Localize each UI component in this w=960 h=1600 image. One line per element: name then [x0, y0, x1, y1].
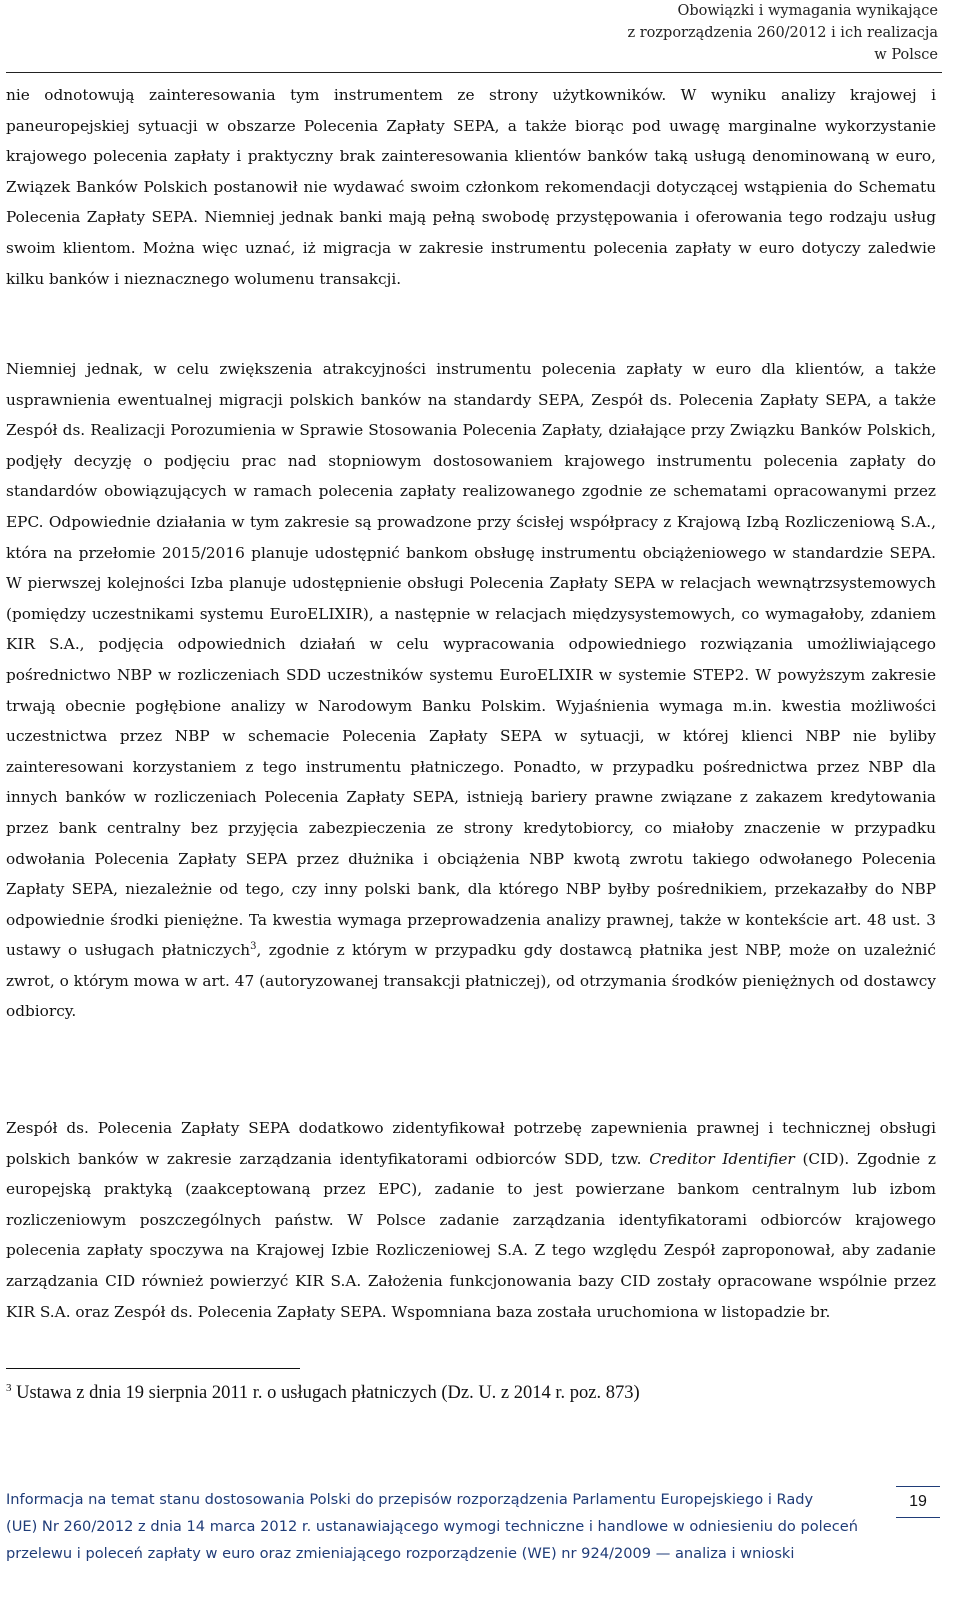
paragraph-2-text-end: , zgodnie z którym w przypadku gdy dostawcą płatnika jest NBP, może on uzależnić zwrot, o którym mowa w art. 47 (autoryzowanej transakcji płatniczej), od otrzymania środków pieniężnych od dostawcy odbiorcy. [6, 941, 936, 1021]
footnote-number: 3 [6, 1381, 12, 1394]
header-line-1: Obowiązki i wymagania wynikające [677, 3, 938, 19]
footnote-text: Ustawa z dnia 19 sierpnia 2011 r. o usługach płatniczych (Dz. U. z 2014 r. poz. 873) [11, 1383, 640, 1403]
header-line-2: z rozporządzenia 260/2012 i ich realizacja [627, 25, 938, 41]
paragraph-3 [6, 1113, 936, 1327]
paragraph-2-text: Niemniej jednak, w celu zwiększenia atrakcyjności instrumentu polecenia zapłaty w euro dla klientów, a także usprawnienia ewentualnej migracji polskich banków na standardy SEPA, Zespół ds. Polecenia Zapłaty SEPA, a także Zespół ds. Realizacji Porozumienia w Sprawie Stosowania Polecenia Zapłaty, działające przy Związku Banków Polskich, podjęły decyzję o podjęciu prac nad stopniowym dostosowaniem krajowego instrumentu polecenia zapłaty do standardów obowiązujących w ramach polecenia zapłaty realizowanego zgodnie ze schematami opracowanymi przez EPC. Odpowiednie działania w tym zakresie są prowadzone przy ścisłej współpracy z Krajową Izbą Rozliczeniową S.A., która na przełomie 2015/2016 planuje udostępnić bankom obsługę instrumentu obciążeniowego w standardzie SEPA. W pierwszej kolejności Izba planuje udostępnienie obsługi Polecenia Zapłaty SEPA w relacjach wewnątrzsystemowych (pomiędzy uczestnikami systemu EuroELIXIR), a następnie w relacjach międzysystemowych, co wymagałoby, zdaniem KIR S.A., podjęcia odpowiednich działań w celu wypracowania odpowiedniego rozwiązania umożliwiającego pośrednictwo NBP w rozliczeniach SDD uczestników systemu EuroELIXIR w systemie STEP2. W powyższym zakresie trwają obecnie pogłębione analizy w Narodowym Banku Polskim. Wyjaśnienia wymaga m.in. kwestia możliwości uczestnictwa przez NBP w schemacie Polecenia Zapłaty SEPA w sytuacji, w której klienci NBP nie byliby zainteresowani korzystaniem z tego instrumentu płatniczego. Ponadto, w przypadku pośrednictwa przez NBP dla innych banków w rozliczeniach Polecenia Zapłaty SEPA, istnieją bariery prawne związane z zakazem kredytowania przez bank centralny bez przyjęcia zabezpieczenia ze strony kredytobiorcy, co miałoby znaczenie w przypadku odwołania Polecenia Zapłaty SEPA przez dłużnika i obciążenia NBP kwotą zwrotu takiego odwołanego Polecenia Zapłaty SEPA, niezależnie od tego, czy inny polski bank, dla którego NBP byłby pośrednikiem, przekazałby do NBP odpowiednie środki pieniężne. Ta kwestia wymaga przeprowadzenia analizy prawnej, także w kontekście art. 48 ust. 3 ustawy o usługach płatniczych [6, 360, 936, 960]
footnote-divider [6, 1368, 300, 1369]
running-header [338, 0, 938, 66]
paragraph-2 [6, 354, 936, 1027]
footer-line-3: przelewu i poleceń zapłaty w euro oraz zmieniającego rozporządzenie (WE) nr 924/2009 — analiza i wnioski [6, 1545, 795, 1562]
header-line-3: w Polsce [874, 47, 938, 63]
footer-line-1: Informacja na temat stanu dostosowania Polski do przepisów rozporządzenia Parlamentu Europejskiego i Rady [6, 1491, 814, 1508]
paragraph-3-italic-term: Creditor Identifier [649, 1149, 795, 1168]
paragraph-3-text-end: (CID). Zgodnie z europejską praktyką (zaakceptowaną przez EPC), zadanie to jest powierzane bankom centralnym lub izbom rozliczeniowym poszczególnych państw. W Polsce zadanie zarządzania identyfikatorami odbiorców krajowego polecenia zapłaty spoczywa na Krajowej Izbie Rozliczeniowej S.A. Z tego względu Zespół zaproponował, aby zadanie zarządzania CID również powierzyć KIR S.A. Założenia funkcjonowania bazy CID zostały opracowane wspólnie przez KIR S.A. oraz Zespół ds. Polecenia Zapłaty SEPA. Wspomniana baza została uruchomiona w listopadzie br. [6, 1149, 936, 1321]
paragraph-3-text: Zespół ds. Polecenia Zapłaty SEPA dodatkowo zidentyfikował potrzebę zapewnienia prawnej i technicznej obsługi polskich banków w zakresie zarządzania identyfikatorami odbiorców SDD, tzw. [6, 1119, 936, 1168]
page-number: 19 [896, 1486, 940, 1518]
footnote [6, 1381, 906, 1405]
footer-line-2: (UE) Nr 260/2012 z dnia 14 marca 2012 r. ustanawiającego wymogi techniczne i handlowe w odniesieniu do poleceń [6, 1518, 858, 1535]
paragraph-1: nie odnotowują zainteresowania tym instrumentem ze strony użytkowników. W wyniku analizy krajowej i paneuropejskiej sytuacji w obszarze Polecenia Zapłaty SEPA, a także biorąc pod uwagę marginalne wykorzystanie krajowego polecenia zapłaty i praktyczny brak zainteresowania klientów banków taką usługą denominowaną w euro, Związek Banków Polskich postanowił nie wydawać swoim członkom rekomendacji dotyczącej wstąpienia do Schematu Polecenia Zapłaty SEPA. Niemniej jednak banki mają pełną swobodę przystępowania i oferowania tego rodzaju usług swoim klientom. Można więc uznać, iż migracja w zakresie instrumentu polecenia zapłaty w euro dotyczy zaledwie kilku banków i nieznacznego wolumenu transakcji. [6, 86, 936, 288]
footnote-reference[interactable]: 3 [250, 941, 257, 953]
page-footer [6, 1486, 856, 1567]
header-divider [6, 72, 942, 73]
